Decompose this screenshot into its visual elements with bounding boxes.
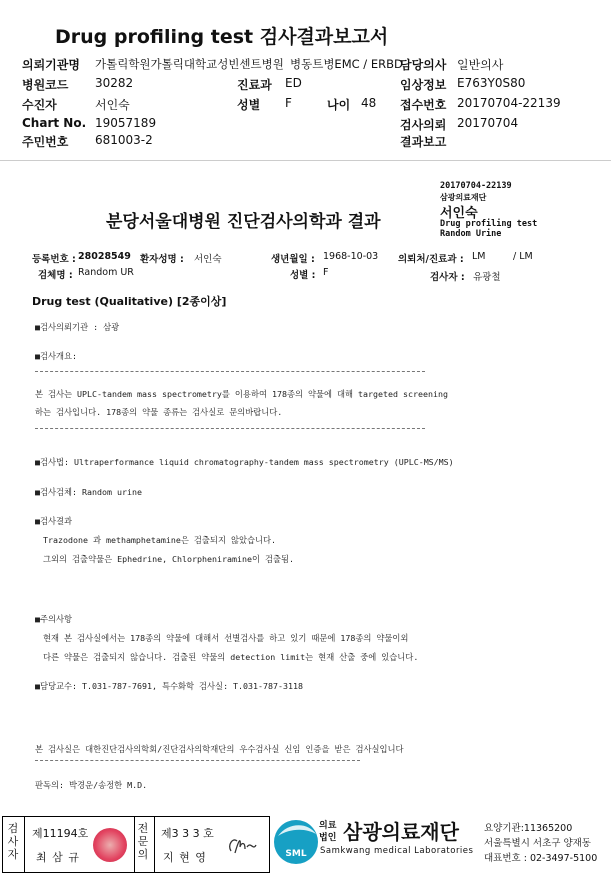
patient-value: 서인숙 (95, 98, 130, 112)
signature-icon (225, 833, 259, 859)
report-label: 결과보고 (400, 135, 447, 149)
dob-label: 생년월일 : (271, 254, 315, 265)
contact-line: ■담당교수: T.031-787-7691, 특수화학 검사실: T.031-787-3118 (35, 681, 303, 691)
specimen-line: ■검사검체: Random urine (35, 487, 142, 497)
hospital-title: 분당서울대병원 진단검사의학과 결과 (106, 212, 381, 232)
report-top-id: 20170704-22139 (440, 181, 512, 191)
overview-line-1: 본 검사는 UPLC-tandem mass spectrometry를 이용하여 178종의 약물에 대해 targeted screening (35, 389, 448, 399)
dept-value: ED (285, 76, 302, 90)
section-title: Drug test (Qualitative) [2종이상] (32, 295, 227, 308)
request-label: 검사의뢰 (400, 118, 447, 132)
org-name: 삼광의료재단 (343, 820, 459, 844)
hosp-code-value: 30282 (95, 76, 134, 90)
req-label: 의뢰처/진료과 : (398, 254, 464, 265)
overview-line-2: 하는 검사입니다. 178종의 약물 종류는 검사실로 문의바랍니다. (35, 407, 283, 417)
req-value: LM (472, 251, 486, 262)
reader-line: 판독의: 박경운/송정한 M.D. (35, 780, 148, 790)
clinical-label: 임상정보 (400, 78, 447, 92)
doctor-value: 일반의사 (457, 58, 504, 72)
doctor-name: 지 현 영 (163, 851, 207, 864)
clinical-value: E763Y0S80 (457, 76, 526, 90)
dotted-rule (35, 760, 360, 761)
seal-stamp (93, 828, 127, 862)
tester-value: 유광철 (473, 272, 501, 283)
result-line-2: 그외의 검출약물은 Ephedrine, Chlorpheniramine이 검출됨. (43, 554, 295, 564)
dotted-rule (35, 428, 425, 429)
org-english: Samkwang medical Laboratories (320, 846, 474, 856)
doctor-label: 담당의사 (400, 58, 447, 72)
result-line-1: Trazodone 과 methamphetamine은 검출되지 않았습니다. (43, 535, 277, 545)
sex2-label: 성별 : (290, 270, 316, 281)
req-value2: / LM (513, 251, 533, 262)
cert-line: 본 검사실은 대한진단검사의학회/진단검사의학재단의 우수검사실 신임 인증을 받은 검사실입니다 (35, 744, 404, 754)
care-number: 요양기관:11365200 (484, 823, 573, 834)
document-title: Drug profiling test 검사결과보고서 (55, 26, 389, 48)
org-address: 서울특별시 서초구 양재동 (484, 838, 591, 849)
patient-label: 수진자 (22, 98, 57, 112)
pname-value: 서인숙 (194, 254, 222, 265)
chart-value: 19057189 (95, 116, 157, 130)
org-extra: 병동트병EMC / ERBD (290, 57, 403, 71)
specimen-value: Random UR (78, 267, 134, 278)
sml-logo-icon (272, 818, 320, 866)
section-divider (0, 160, 611, 161)
inst-line: ■검사의뢰기관 : 삼광 (35, 322, 120, 332)
receipt-value: 20170704-22139 (457, 96, 561, 110)
svg-text:SML: SML (285, 849, 307, 859)
specimen-label: 검체명 : (38, 270, 73, 281)
report-top-name: 서인숙 (440, 206, 478, 221)
rrn-label: 주민번호 (22, 135, 69, 149)
doctor-license-no: 제3 3 3 호 (161, 827, 214, 840)
tester-name: 최 삼 규 (36, 851, 80, 864)
caution-line-1: 현재 본 검사실에서는 178종의 약물에 대해서 선별검사를 하고 있기 때문에 178종의 약물이외 (43, 633, 409, 643)
age-value: 48 (361, 96, 377, 110)
receipt-label: 접수번호 (400, 98, 447, 112)
caution-line-2: 다른 약물은 검출되지 않습니다. 검출된 약물의 detection limit는 현재 산출 중에 있습니다. (43, 652, 419, 662)
method-line: ■검사법: Ultraperformance liquid chromatography-tandem mass spectrometry (UPLC-MS/MS) (35, 457, 454, 467)
tester-vertical-label: 검 사 자 (7, 822, 19, 861)
sex-value: F (285, 96, 292, 110)
tester-label: 검사자 : (430, 272, 465, 283)
doctor-vertical-label: 전 문 의 (137, 822, 149, 861)
tester-license-no: 제11194호 (32, 827, 89, 840)
report-top-org: 삼광의료재단 (440, 193, 487, 202)
rrn-value: 681003-2 (95, 133, 153, 147)
sex-label: 성별 (237, 98, 261, 112)
reg-value: 28028549 (78, 251, 131, 262)
dob-value: 1968-10-03 (323, 251, 379, 262)
org-phone: 대표번호 : 02-3497-5100 (484, 853, 598, 864)
caution-head: ■주의사항 (35, 614, 73, 624)
overview-head: ■검사개요: (35, 351, 78, 361)
dept-label: 진료과 (237, 78, 272, 92)
report-top-test: Drug profiling test (440, 219, 538, 229)
org-label: 의뢰기관명 (22, 58, 80, 72)
chart-label: Chart No. (22, 116, 87, 130)
org-type-label: 의료 법인 (319, 821, 337, 843)
result-head: ■검사결과 (35, 516, 73, 526)
hosp-code-label: 병원코드 (22, 78, 69, 92)
dotted-rule (35, 371, 425, 372)
org-value: 가톨릭학원가톨릭대학교성빈센트병원 (95, 57, 284, 71)
age-label: 나이 (327, 98, 351, 112)
signature-box (2, 816, 270, 873)
pname-label: 환자성명 : (140, 254, 184, 265)
report-top-specimen: Random Urine (440, 229, 502, 239)
request-value: 20170704 (457, 116, 519, 130)
sex2-value: F (323, 267, 329, 278)
reg-label: 등록번호 : (32, 254, 76, 265)
